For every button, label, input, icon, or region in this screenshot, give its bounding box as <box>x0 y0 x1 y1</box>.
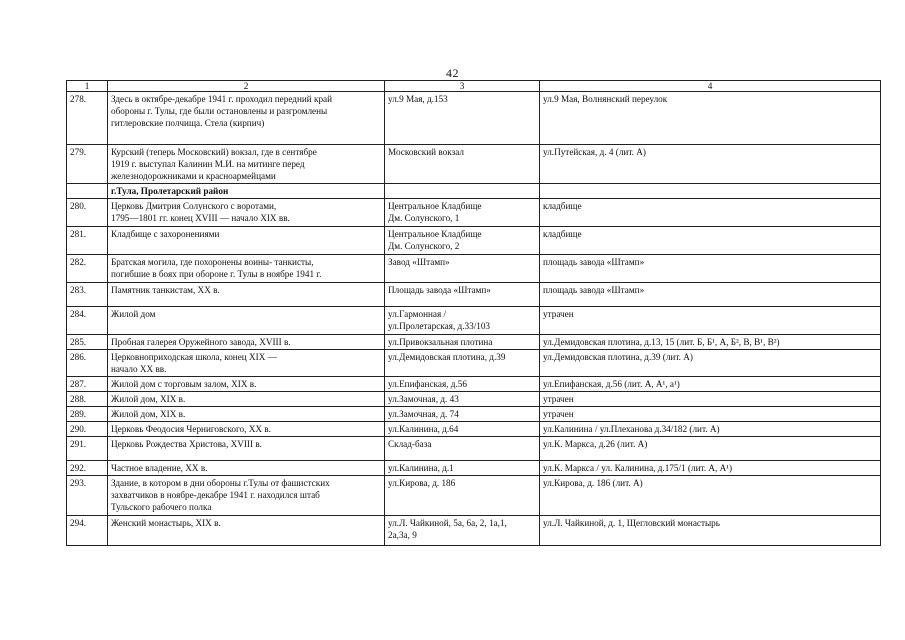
object-address <box>385 437 540 461</box>
row-number: 279. <box>67 145 108 184</box>
table-row <box>67 422 881 437</box>
table-row <box>67 437 881 461</box>
table-row <box>67 335 881 350</box>
object-address-line: ул.Л. Чайкиной, 5а, 6а, 2, 1а,1, <box>388 518 507 528</box>
object-description-line: Церковь Дмитрия Солунского с воротами, <box>111 201 277 211</box>
object-location <box>540 307 881 335</box>
object-location-line: кладбище <box>543 201 582 211</box>
object-description-line: Тульского рабочего полка <box>111 502 212 512</box>
row-number: 278. <box>67 92 108 145</box>
row-number: 289. <box>67 407 108 422</box>
object-location-line: утрачен <box>543 409 574 419</box>
object-address-line: ул.Калинина, д.1 <box>388 463 454 473</box>
object-address-line: Завод «Штамп» <box>388 257 450 267</box>
object-description <box>108 377 385 392</box>
object-address-line: ул.Демидовская плотина, д.39 <box>388 352 506 362</box>
table-header-row <box>67 81 881 92</box>
section-number-cell <box>67 184 108 199</box>
object-description-line: начало XX вв. <box>111 364 167 374</box>
object-location <box>540 461 881 476</box>
object-location <box>540 476 881 516</box>
object-location <box>540 350 881 377</box>
object-description <box>108 255 385 283</box>
object-location <box>540 516 881 546</box>
object-description <box>108 392 385 407</box>
object-description-line: железнодорожниками и красноармейцами <box>111 171 276 181</box>
object-description-line: Жилой дом, XIX в. <box>111 394 186 404</box>
object-description-line: Церковь Рождества Христова, XVIII в. <box>111 439 262 449</box>
object-description <box>108 283 385 307</box>
object-address <box>385 283 540 307</box>
object-description-line: Здесь в октябре-декабре 1941 г. проходил передний край <box>111 94 333 104</box>
object-address-line: Московский вокзал <box>388 147 464 157</box>
column-header-2: 2 <box>108 81 385 92</box>
object-location-line: ул.К. Маркса / ул. Калинина, д.175/1 (лит. А, А¹) <box>543 463 733 473</box>
object-address-line: Центральное Кладбище <box>388 229 482 239</box>
row-number: 280. <box>67 199 108 227</box>
row-number: 294. <box>67 516 108 546</box>
object-location-line: площадь завода «Штамп» <box>543 257 645 267</box>
object-description-line: Частное владение, XX в. <box>111 463 208 473</box>
object-description <box>108 307 385 335</box>
object-address <box>385 335 540 350</box>
row-number: 287. <box>67 377 108 392</box>
object-address-line: ул.Кирова, д. 186 <box>388 478 456 488</box>
row-number: 292. <box>67 461 108 476</box>
table-row <box>67 255 881 283</box>
row-number: 288. <box>67 392 108 407</box>
object-address <box>385 92 540 145</box>
table-row <box>67 392 881 407</box>
object-location-line: кладбище <box>543 229 582 239</box>
object-location-line: утрачен <box>543 394 574 404</box>
object-address <box>385 255 540 283</box>
object-location <box>540 377 881 392</box>
section-empty-cell <box>385 184 540 199</box>
object-description <box>108 437 385 461</box>
row-number: 283. <box>67 283 108 307</box>
section-row <box>67 184 881 199</box>
object-address-line: ул.Калинина, д.64 <box>388 424 459 434</box>
object-location-line: ул.Путейская, д. 4 (лит. А) <box>543 147 646 157</box>
table-row <box>67 350 881 377</box>
table-row <box>67 145 881 184</box>
table-row <box>67 283 881 307</box>
object-address <box>385 350 540 377</box>
object-location <box>540 283 881 307</box>
object-description <box>108 422 385 437</box>
object-description <box>108 476 385 516</box>
row-number: 282. <box>67 255 108 283</box>
object-description-line: Кладбище с захоронениями <box>111 229 220 239</box>
table-row <box>67 307 881 335</box>
table-row <box>67 199 881 227</box>
table-row <box>67 516 881 546</box>
object-address <box>385 407 540 422</box>
object-description-line: Жилой дом с торговым залом, XIX в. <box>111 379 257 389</box>
object-location <box>540 392 881 407</box>
object-address-line: ул.Гармонная / <box>388 309 447 319</box>
object-address-line: Площадь завода «Штамп» <box>388 285 491 295</box>
table-row <box>67 377 881 392</box>
table-row <box>67 92 881 145</box>
column-header-1: 1 <box>67 81 108 92</box>
object-description-line: Церковь Феодосия Черниговского, XX в. <box>111 424 271 434</box>
object-description <box>108 227 385 255</box>
object-address <box>385 145 540 184</box>
object-location <box>540 255 881 283</box>
object-description-line: Церковноприходская школа, конец XIX — <box>111 352 277 362</box>
page-number: 42 <box>446 66 459 80</box>
object-address-line: ул.Замочная, д. 43 <box>388 394 459 404</box>
object-location-line: ул.Калинина / ул.Плеханова д.34/182 (лит. А) <box>543 424 720 434</box>
object-description <box>108 461 385 476</box>
object-location <box>540 92 881 145</box>
object-description <box>108 92 385 145</box>
object-description-line: Братская могила, где похоронены воины- танкисты, <box>111 257 314 267</box>
object-address <box>385 392 540 407</box>
object-location <box>540 335 881 350</box>
object-address-line: Дм. Солунского, 1 <box>388 213 460 223</box>
object-location-line: утрачен <box>543 309 574 319</box>
section-title: г.Тула, Пролетарский район <box>108 184 385 199</box>
object-description-line: погибшие в боях при обороне г. Тулы в ноябре 1941 г. <box>111 269 322 279</box>
table-row <box>67 407 881 422</box>
object-address-line: 2а,3а, 9 <box>388 530 417 540</box>
row-number: 285. <box>67 335 108 350</box>
object-description <box>108 516 385 546</box>
object-location <box>540 437 881 461</box>
object-location <box>540 145 881 184</box>
object-description-line: Жилой дом <box>111 309 156 319</box>
object-location-line: ул.Епифанская, д.56 (лит. А, А¹, а¹) <box>543 379 680 389</box>
object-address <box>385 307 540 335</box>
section-empty-cell <box>540 184 881 199</box>
object-description-line: обороны г. Тулы, где были остановлены и разгромлены <box>111 106 328 116</box>
object-description-line: Здание, в котором в дни обороны г.Тулы от фашистских <box>111 478 330 488</box>
object-description-line: Жилой дом, XIX в. <box>111 409 186 419</box>
object-description-line: Пробная галерея Оружейного завода, XVIII в. <box>111 337 291 347</box>
object-description-line: 1919 г. выступал Калинин М.И. на митинге перед <box>111 159 305 169</box>
column-header-3: 3 <box>385 81 540 92</box>
row-number: 284. <box>67 307 108 335</box>
object-address <box>385 199 540 227</box>
object-description <box>108 350 385 377</box>
object-description-line: захватчиков в ноябре-декабре 1941 г. находился штаб <box>111 490 320 500</box>
table-row <box>67 461 881 476</box>
object-location <box>540 407 881 422</box>
table-body <box>67 92 881 546</box>
object-address <box>385 516 540 546</box>
object-description-line: Женский монастырь, XIX в. <box>111 518 221 528</box>
table-row <box>67 476 881 516</box>
object-description-line: Курский (теперь Московский) вокзал, где в сентябре <box>111 147 317 157</box>
object-address <box>385 476 540 516</box>
heritage-registry-table <box>66 80 881 546</box>
object-location <box>540 422 881 437</box>
object-description <box>108 199 385 227</box>
object-address-line: Центральное Кладбище <box>388 201 482 211</box>
object-location <box>540 227 881 255</box>
object-location-line: ул.Кирова, д. 186 (лит. А) <box>543 478 643 488</box>
object-location-line: ул.К. Маркса, д.26 (лит. А) <box>543 439 648 449</box>
table-row <box>67 227 881 255</box>
row-number: 286. <box>67 350 108 377</box>
object-address-line: Склад-база <box>388 439 432 449</box>
object-description <box>108 335 385 350</box>
object-description-line: Памятник танкистам, XX в. <box>111 285 220 295</box>
object-address <box>385 461 540 476</box>
object-location-line: ул.9 Мая, Волнянский переулок <box>543 94 668 104</box>
object-address-line: ул.9 Мая, д.153 <box>388 94 448 104</box>
object-description-line: гитлеровские полчища. Стела (кирпич) <box>111 118 265 128</box>
object-address-line: ул.Привокзальная плотина <box>388 337 493 347</box>
object-location <box>540 199 881 227</box>
row-number: 291. <box>67 437 108 461</box>
object-address <box>385 227 540 255</box>
row-number: 281. <box>67 227 108 255</box>
object-address <box>385 377 540 392</box>
object-location-line: ул.Демидовская плотина, д.13, 15 (лит. Б, Б¹, А, Б², В, В¹, В²) <box>543 337 780 347</box>
object-description <box>108 145 385 184</box>
object-description <box>108 407 385 422</box>
object-address-line: ул.Пролетарская, д.33/103 <box>388 321 491 331</box>
object-location-line: площадь завода «Штамп» <box>543 285 645 295</box>
row-number: 293. <box>67 476 108 516</box>
object-address-line: ул.Замочная, д. 74 <box>388 409 459 419</box>
object-address-line: Дм. Солунского, 2 <box>388 241 460 251</box>
object-location-line: ул.Демидовская плотина, д.39 (лит. А) <box>543 352 693 362</box>
object-description-line: 1795—1801 гг. конец XVIII — начало XIX вв. <box>111 213 290 223</box>
row-number: 290. <box>67 422 108 437</box>
object-address <box>385 422 540 437</box>
object-location-line: ул.Л. Чайкиной, д. 1, Щегловский монастырь <box>543 518 720 528</box>
column-header-4: 4 <box>540 81 881 92</box>
object-address-line: ул.Епифанская, д.56 <box>388 379 467 389</box>
